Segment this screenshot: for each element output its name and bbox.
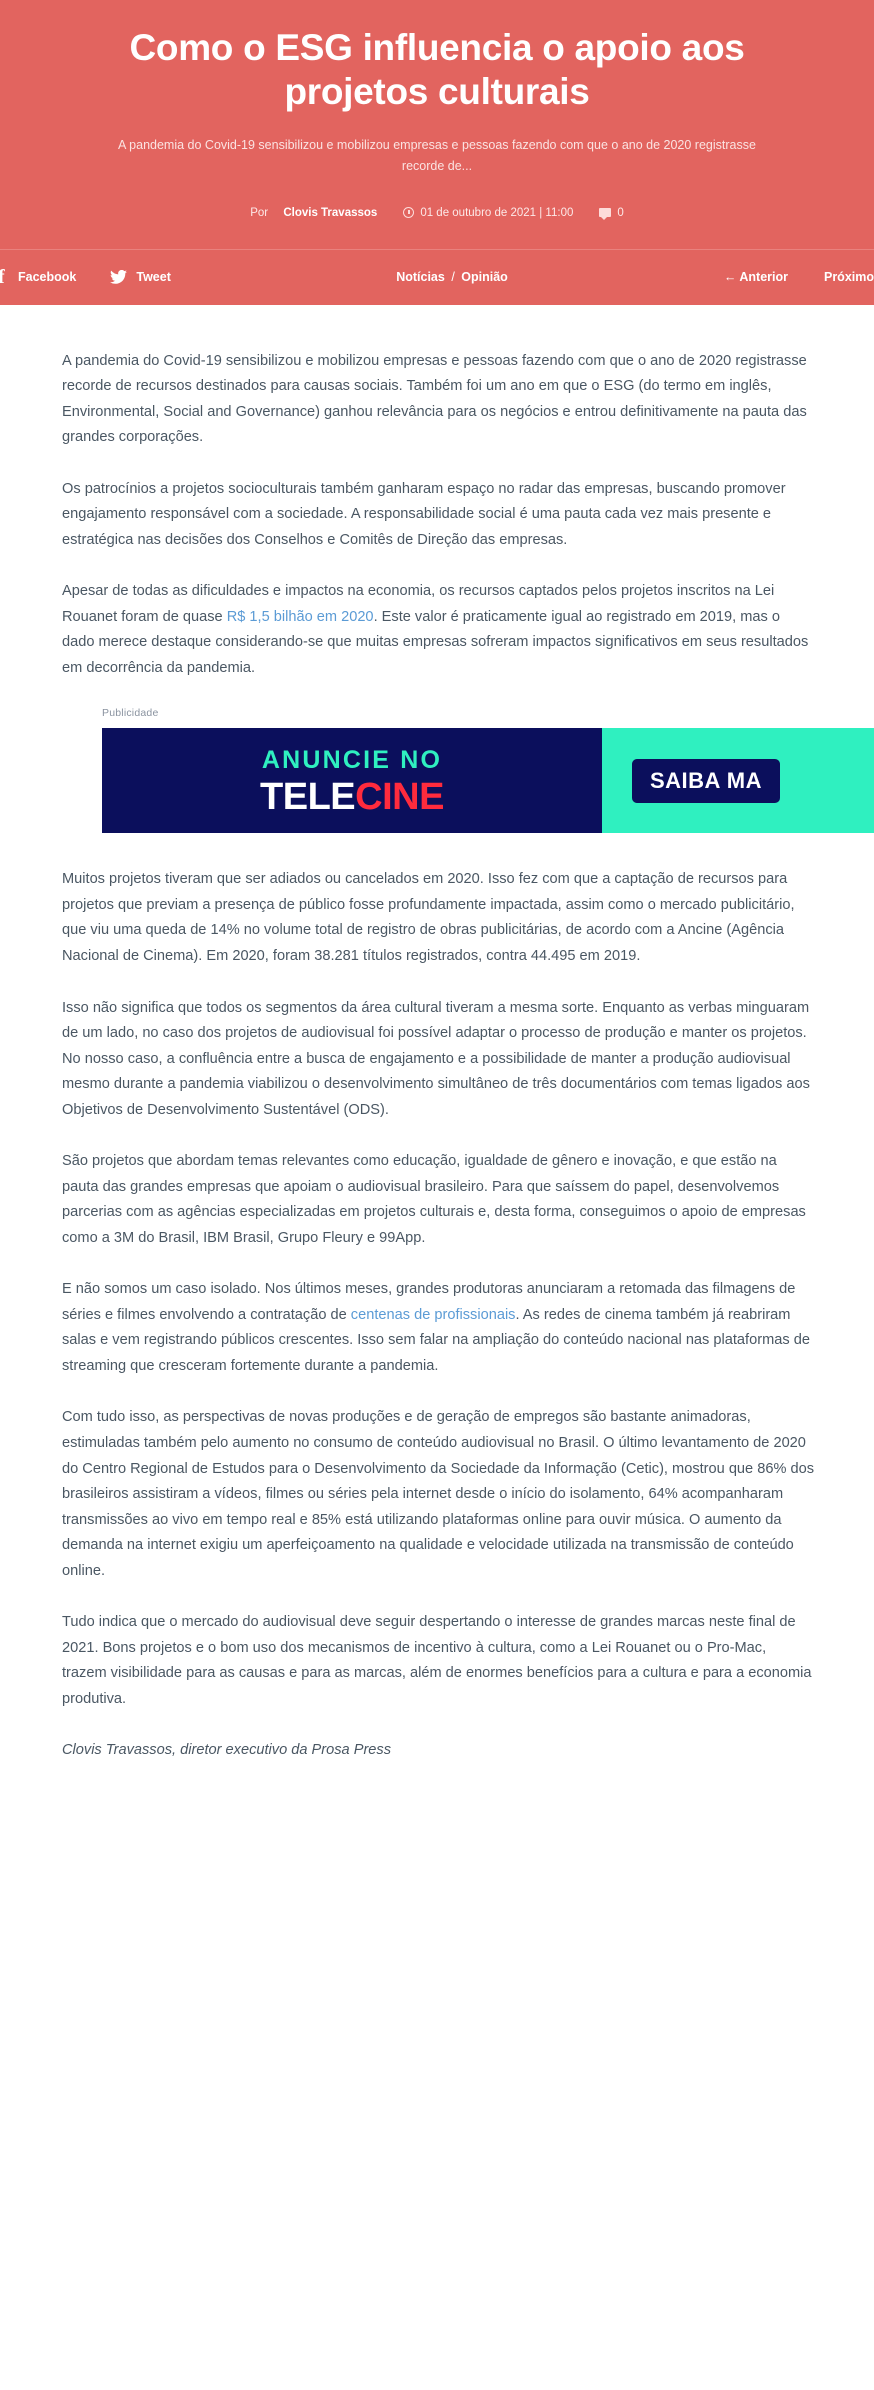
paragraph: São projetos que abordam temas relevantes como educação, igualdade de gênero e inovação, e que estão na pauta das grandes empresas que apoiam o audiovisual brasileiro. Para que saíssem do papel, desenvolvemos parcerias com as agências especializadas em projetos culturais e, desta forma, conseguimos o apoio de empresas como a 3M do Brasil, IBM Brasil, Grupo Fleury e 99App. <box>62 1153 806 1246</box>
author-name[interactable]: Clovis Travassos <box>283 206 378 219</box>
share-bar <box>0 249 874 305</box>
paragraph-with-link <box>62 579 814 681</box>
breadcrumb <box>330 270 574 284</box>
comments-meta[interactable] <box>599 207 623 219</box>
clock-icon <box>403 207 414 218</box>
ad-banner-right <box>602 728 874 833</box>
share-buttons <box>0 269 330 285</box>
breadcrumb-separator: / <box>451 270 455 285</box>
previous-article-link[interactable]: ← Anterior <box>723 270 788 285</box>
advertisement-block <box>62 707 814 833</box>
ad-cta-button[interactable]: SAIBA MA <box>632 759 780 803</box>
paragraph-text-after: . Este valor é praticamente igual ao registrado em 2019, mas o dado merece destaque considerando-se que muitas empresas sofreram impactos significativos em seus resultados em decorrência da pandemia. <box>62 608 809 676</box>
share-twitter-button[interactable] <box>110 270 171 284</box>
ad-banner-left <box>102 728 602 833</box>
article-excerpt: A pandemia do Covid-19 sensibilizou e mobilizou empresas e pessoas fazendo com que o ano de 2020 registrasse recorde de... <box>118 138 756 173</box>
share-facebook-button[interactable] <box>0 269 76 285</box>
twitter-icon <box>110 270 127 284</box>
ad-banner[interactable] <box>102 728 874 833</box>
paragraph: Com tudo isso, as perspectivas de novas produções e de geração de empregos são bastante animadoras, estimuladas também pelo aumento no consumo de conteúdo audiovisual no Brasil. O último levantamento de 2020 do Centro Regional de Estudos para o Desenvolvimento da Sociedade da Informação (Cetic), mostrou que 86% dos brasileiros assistiram a vídeos, filmes ou séries pela internet desde o início do isolamento, 64% acompanharam transmissões ao vivo em tempo real e 85% está utilizando plataformas online para ouvir música. O aumento da demanda na internet exigiu um aperfeiçoamento na qualidade e velocidade utilizada na transmissão de conteúdo online. <box>62 1409 815 1579</box>
ad-label: Publicidade <box>102 707 159 720</box>
paragraph: Muitos projetos tiveram que ser adiados ou cancelados em 2020. Isso fez com que a captação de recursos para projetos que previam a presença de público fosse profundamente impactada, assim como o mercado publicitário, que viu uma queda de 14% no volume total de registro de obras publicitárias, de acordo com a Ancine (Agência Nacional de Cinema). Em 2020, foram 38.281 títulos registrados, contra 44.495 em 2019. <box>62 871 795 964</box>
ad-headline: ANUNCIE NO <box>261 745 443 774</box>
lei-rouanet-link[interactable]: R$ 1,5 bilhão em 2020 <box>226 608 374 625</box>
facebook-icon <box>0 269 9 285</box>
share-facebook-label: Facebook <box>18 270 77 285</box>
paragraph-text-before: Apesar de todas as dificuldades e impactos na economia, os recursos captados pelos projetos inscritos na Lei Rouanet foram de quase <box>62 583 775 625</box>
ad-brand-part2: CINE <box>355 775 444 818</box>
share-twitter-label: Tweet <box>136 270 171 285</box>
by-label: Por <box>250 206 269 219</box>
paragraph-with-link <box>62 1277 814 1379</box>
breadcrumb-item-opiniao[interactable]: Opinião <box>461 270 508 285</box>
author-meta <box>250 207 377 219</box>
paragraph: Os patrocínios a projetos socioculturais também ganharam espaço no radar das empresas, buscando promover engajamento responsável com a sociedade. A responsabilidade social é uma pauta cada vez mais presente e estratégica nas decisões dos Conselhos e Comitês de Direção das empresas. <box>62 480 786 548</box>
paragraph-text-before: E não somos um caso isolado. Nos últimos meses, grandes produtoras anunciaram a retomada das filmagens de séries e filmes envolvendo a contratação de <box>62 1281 796 1323</box>
next-article-link[interactable]: Próximo <box>823 270 874 285</box>
page-title: Como o ESG influencia o apoio aos projetos culturais <box>129 27 745 112</box>
author-signature: Clovis Travassos, diretor executivo da Prosa Press <box>62 1742 392 1759</box>
ad-brand <box>260 775 444 818</box>
date-meta <box>403 207 573 219</box>
contratacao-profissionais-link[interactable]: centenas de profissionais <box>350 1306 516 1323</box>
comment-count: 0 <box>617 206 624 219</box>
paragraph: Tudo indica que o mercado do audiovisual deve seguir despertando o interesse de grandes marcas neste final de 2021. Bons projetos e o bom uso dos mecanismos de incentivo à cultura, como a Lei Rouanet ou o Pro-Mac, trazem visibilidade para as causas e para as marcas, além de enormes benefícios para a cultura e para a economia produtiva. <box>62 1614 812 1707</box>
publish-date: 01 de outubro de 2021 | 11:00 <box>420 206 574 219</box>
article-hero <box>0 0 874 249</box>
ad-brand-part1: TELE <box>260 775 356 818</box>
paragraph-text-after: . As redes de cinema também já reabriram salas e vem registrando públicos crescentes. Isso sem falar na ampliação do conteúdo nacional nas plataformas de streaming que cresceram fortemente durante a pandemia. <box>62 1306 810 1374</box>
article-body <box>0 305 874 1820</box>
article-meta <box>40 207 834 219</box>
breadcrumb-item-noticias[interactable]: Notícias <box>396 270 445 285</box>
article-pager <box>574 270 874 284</box>
comment-icon <box>599 208 611 217</box>
paragraph: A pandemia do Covid-19 sensibilizou e mobilizou empresas e pessoas fazendo com que o ano de 2020 registrasse recorde de recursos destinados para causas sociais. Também foi um ano em que o ESG (do termo em inglês, Environmental, Social and Governance) ganhou relevância para os negócios e entrou definitivamente na pauta das grandes corporações. <box>62 352 807 446</box>
paragraph: Isso não significa que todos os segmentos da área cultural tiveram a mesma sorte. Enquanto as verbas minguaram de um lado, no caso dos projetos de audiovisual foi possível adaptar o processo de produção e manter os projetos. No nosso caso, a confluência entre a busca de engajamento e a possibilidade de manter a produção audiovisual mesmo durante a pandemia viabilizou o desenvolvimento simultâneo de três documentários com temas ligados aos Objetivos de Desenvolvimento Sustentável (ODS). <box>62 999 810 1118</box>
